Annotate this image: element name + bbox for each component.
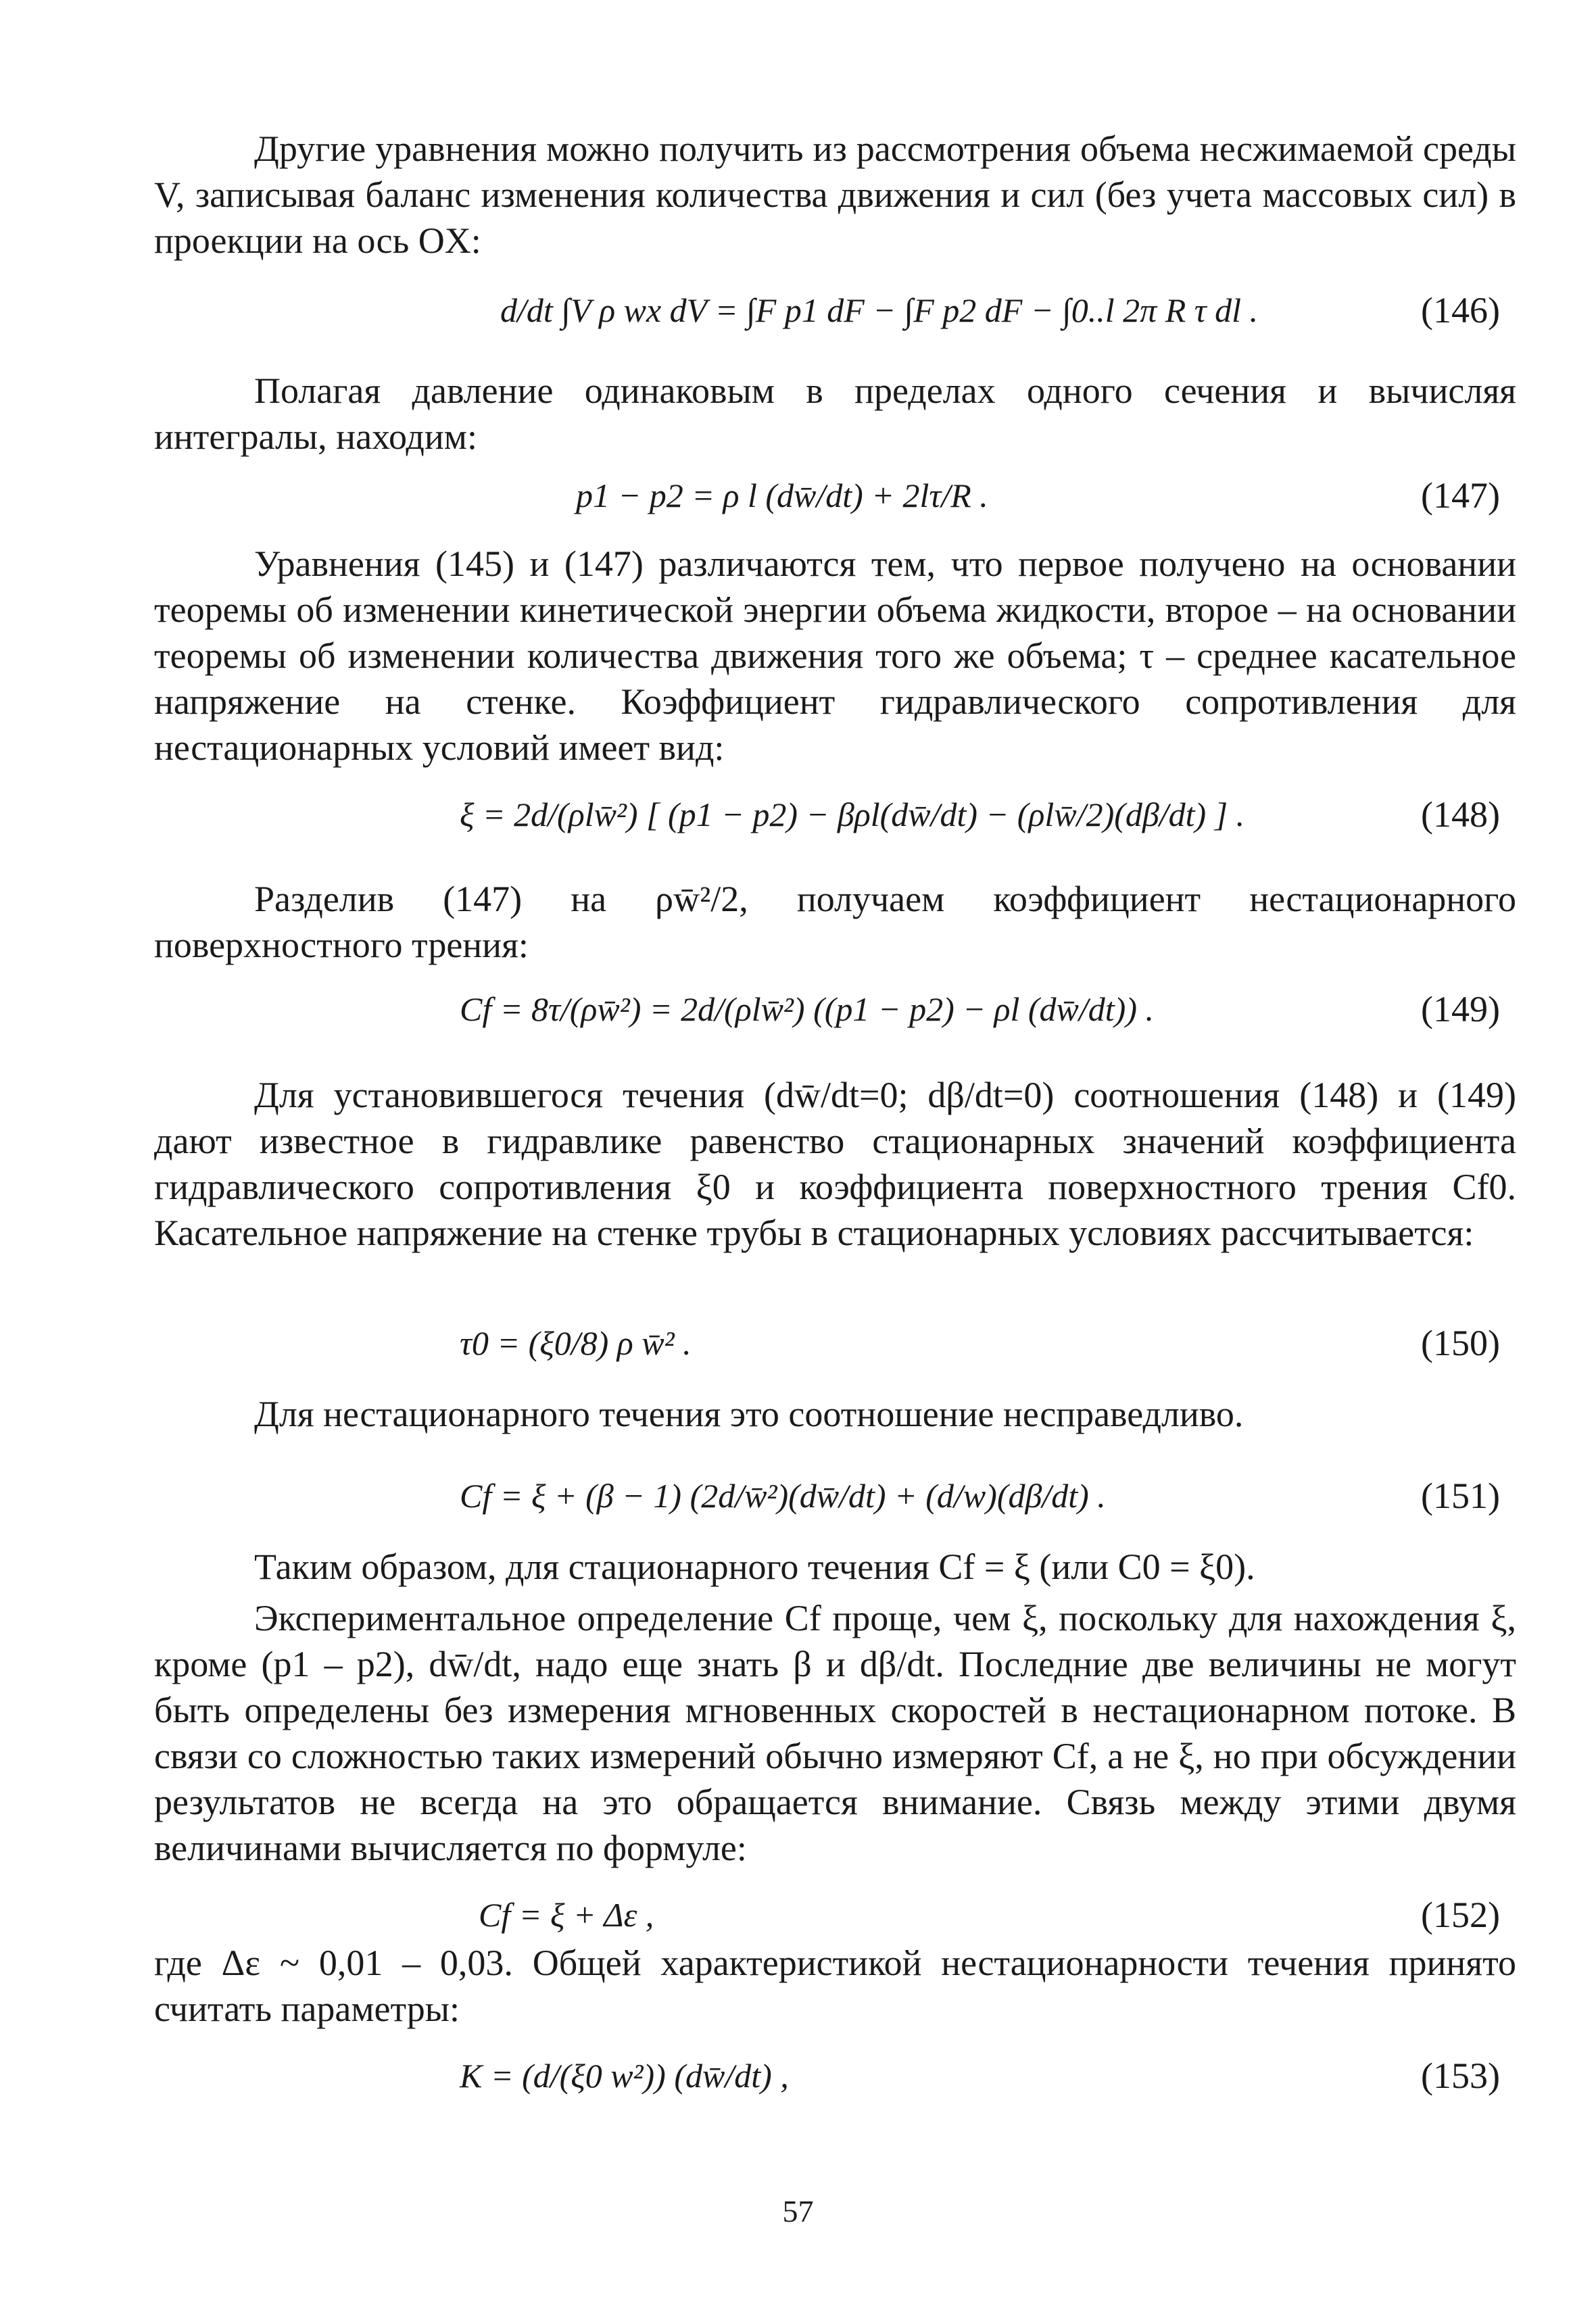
equation-148 (154, 777, 1516, 852)
equation-number: (146) (1421, 290, 1500, 331)
equation-body: τ0 = (ξ0/8) ρ w̄² . (460, 1324, 692, 1362)
equation-body: p1 − p2 = ρ l (dw̄/dt) + 2lτ/R . (576, 477, 988, 514)
equation-body: Cf = ξ + Δε , (479, 1896, 654, 1934)
equation-number: (153) (1421, 2055, 1500, 2096)
equation-number: (150) (1421, 1323, 1500, 1363)
paragraph-9: где Δε ~ 0,01 – 0,03. Общей характеристикой нестационарности течения принято считать параметры: (154, 1943, 1516, 2029)
equation-body: Cf = ξ + (β − 1) (2d/w̄²)(dw̄/dt) + (d/w)(dβ/dt) . (460, 1477, 1106, 1515)
equation-147 (154, 458, 1516, 533)
paragraph-6: Для нестационарного течения это соотношение несправедливо. (254, 1394, 1244, 1434)
equation-149 (154, 972, 1516, 1046)
equation-153 (154, 2039, 1516, 2113)
paragraph-3: Уравнения (145) и (147) различаются тем, что первое получено на основании теоремы об изменении кинетической энергии объема жидкости, второе – на основании теоремы об изменении количества движения того же объема; τ – среднее касательное напряжение на стенке. Коэффициент гидравлического сопротивления для нестационарных условий имеет вид: (154, 543, 1516, 768)
equation-body: Cf = 8τ/(ρw̄²) = 2d/(ρlw̄²) ((p1 − p2) − ρl (dw̄/dt)) . (460, 990, 1154, 1028)
equation-body: K = (d/(ξ0 w²)) (dw̄/dt) , (460, 2057, 789, 2095)
paragraph-5: Для установившегося течения (dw̄/dt=0; dβ/dt=0) соотношения (148) и (149) дают известное в гидравлике равенство стационарных значений коэффициента гидравлического сопротивления ξ0 и коэффициента поверхностного трения Cf0. Касательное напряжение на стенке трубы в стационарных условиях рассчитывается: (154, 1075, 1516, 1253)
equation-146 (154, 273, 1516, 347)
equation-number: (149) (1421, 989, 1500, 1029)
page-number: 57 (782, 2194, 814, 2228)
paragraph-7: Таким образом, для стационарного течения Cf = ξ (или C0 = ξ0). (254, 1546, 1255, 1587)
equation-number: (151) (1421, 1476, 1500, 1516)
paragraph-2: Полагая давление одинаковым в пределах одного сечения и вычисляя интегралы, находим: (154, 370, 1516, 457)
paragraph-8: Экспериментальное определение Cf проще, чем ξ, поскольку для нахождения ξ, кроме (p1 – p2), dw̄/dt, надо еще знать β и dβ/dt. Последние две величины не могут быть определены без измерения мгновенных скоростей в нестационарном потоке. В связи со сложностью таких измерений обычно измеряют Cf, а не ξ, но при обсуждении результатов не всегда на это обращается внимание. Связь между этими двумя величинами вычисляется по формуле: (154, 1598, 1516, 1868)
equation-body: d/dt ∫V ρ wx dV = ∫F p1 dF − ∫F p2 dF − ∫0..l 2π R τ dl . (500, 291, 1259, 329)
paragraph-4: Разделив (147) на ρw̄²/2, получаем коэффициент нестационарного поверхностного трения: (154, 879, 1516, 965)
equation-151 (154, 1459, 1516, 1533)
equation-body: ξ = 2d/(ρlw̄²) [ (p1 − p2) − βρl(dw̄/dt) − (ρlw̄/2)(dβ/dt) ] . (460, 796, 1245, 833)
equation-150 (154, 1306, 1516, 1380)
equation-number: (148) (1421, 794, 1500, 835)
paragraph-1: Другие уравнения можно получить из рассмотрения объема несжимаемой среды V, записывая баланс изменения количества движения и сил (без учета массовых сил) в проекции на ось OX: (154, 128, 1516, 261)
equation-number: (147) (1421, 475, 1500, 516)
equation-number: (152) (1421, 1895, 1500, 1935)
